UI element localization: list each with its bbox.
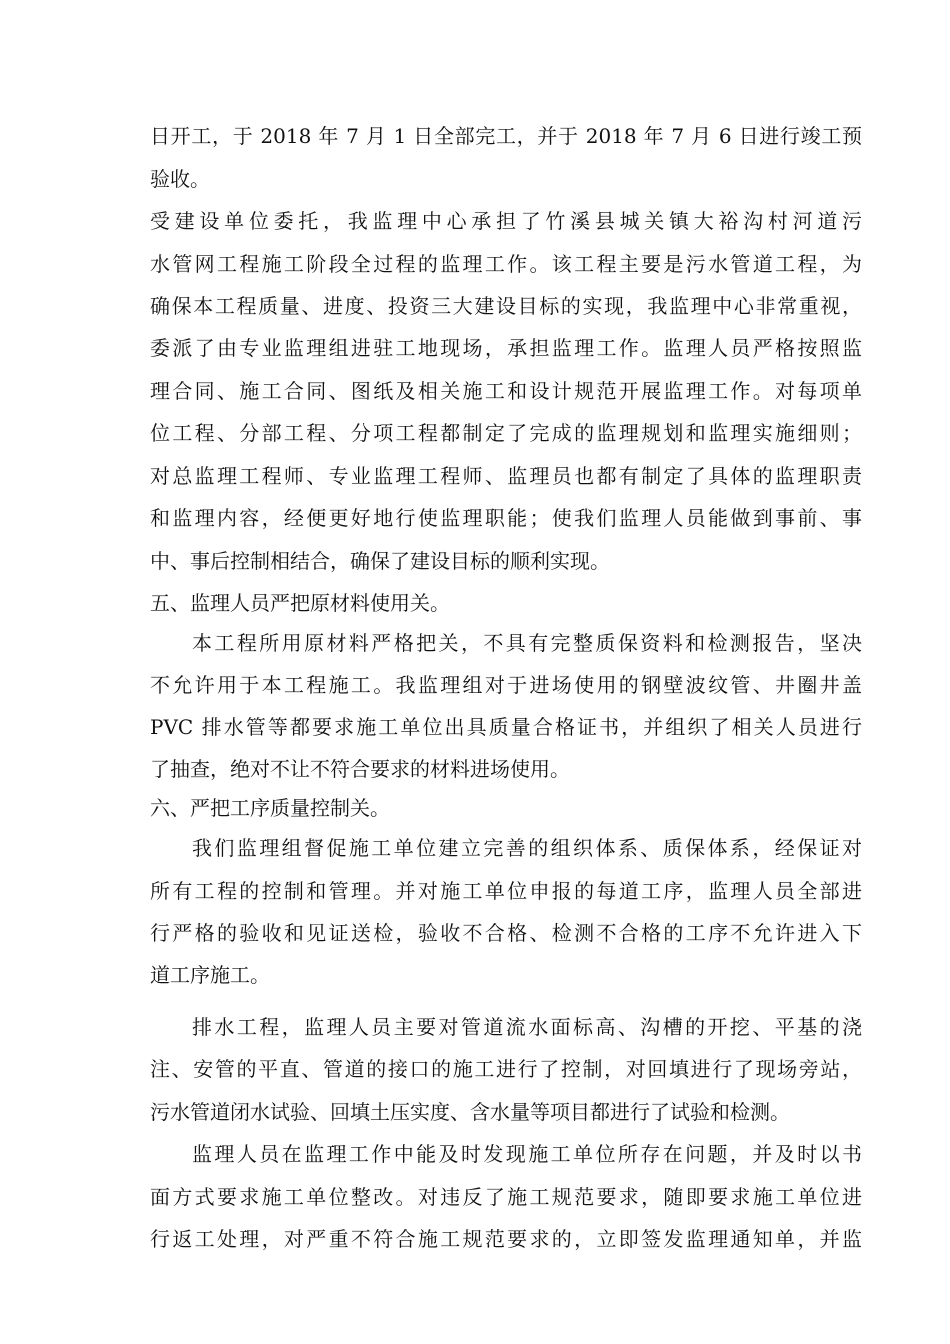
text-line: 道工序施工。 [150,963,270,987]
text-line: 了抽查，绝对不让不符合要求的材料进场使用。 [150,757,570,781]
text-line: 本工程所用原材料严格把关，不具有完整质保资料和检测报告，坚决 [192,631,862,655]
text-line: 和监理内容，经便更好地行使监理职能；使我们监理人员能做到事前、事 [150,506,862,530]
text-line: 确保本工程质量、进度、投资三大建设目标的实现，我监理中心非常重视， [150,294,862,318]
text-line: 所有工程的控制和管理。并对施工单位申报的每道工序，监理人员全部进 [150,879,862,903]
text-line: 验收。 [150,167,210,191]
text-line: 水管网工程施工阶段全过程的监理工作。该工程主要是污水管道工程，为 [150,252,862,276]
text-line: PVC 排水管等都要求施工单位出具质量合格证书，并组织了相关人员进行 [150,715,862,739]
text-line: 行严格的验收和见证送检，验收不合格、检测不合格的工序不允许进入下 [150,921,862,945]
text-line: 行返工处理，对严重不符合施工规范要求的，立即签发监理通知单，并监 [150,1227,862,1251]
text-line: 污水管道闭水试验、回填土压实度、含水量等项目都进行了试验和检测。 [150,1100,790,1124]
text-line: 面方式要求施工单位整改。对违反了施工规范要求，随即要求施工单位进 [150,1185,862,1209]
section-heading: 五、监理人员严把原材料使用关。 [150,591,450,615]
text-line: 排水工程，监理人员主要对管道流水面标高、沟槽的开挖、平基的浇 [192,1015,862,1039]
text-line: 不允许用于本工程施工。我监理组对于进场使用的钢壁波纹管、井圈井盖 [150,673,862,697]
text-line: 注、安管的平直、管道的接口的施工进行了控制，对回填进行了现场旁站， [150,1057,862,1081]
text-line: 受建设单位委托，我监理中心承担了竹溪县城关镇大裕沟村河道污 [150,209,862,233]
text-line: 监理人员在监理工作中能及时发现施工单位所存在问题，并及时以书 [192,1142,862,1166]
text-line: 理合同、施工合同、图纸及相关施工和设计规范开展监理工作。对每项单 [150,379,862,403]
section-heading: 六、严把工序质量控制关。 [150,796,390,820]
text-line: 我们监理组督促施工单位建立完善的组织体系、质保体系，经保证对 [192,836,862,860]
text-line: 位工程、分部工程、分项工程都制定了完成的监理规划和监理实施细则； [150,421,862,445]
text-line: 委派了由专业监理组进驻工地现场，承担监理工作。监理人员严格按照监 [150,336,862,360]
text-line: 中、事后控制相结合，确保了建设目标的顺利实现。 [150,549,610,573]
text-line: 对总监理工程师、专业监理工程师、监理员也都有制定了具体的监理职责 [150,464,862,488]
text-line: 日开工，于 2018 年 7 月 1 日全部完工，并于 2018 年 7 月 6 日进行竣工预 [150,124,862,148]
